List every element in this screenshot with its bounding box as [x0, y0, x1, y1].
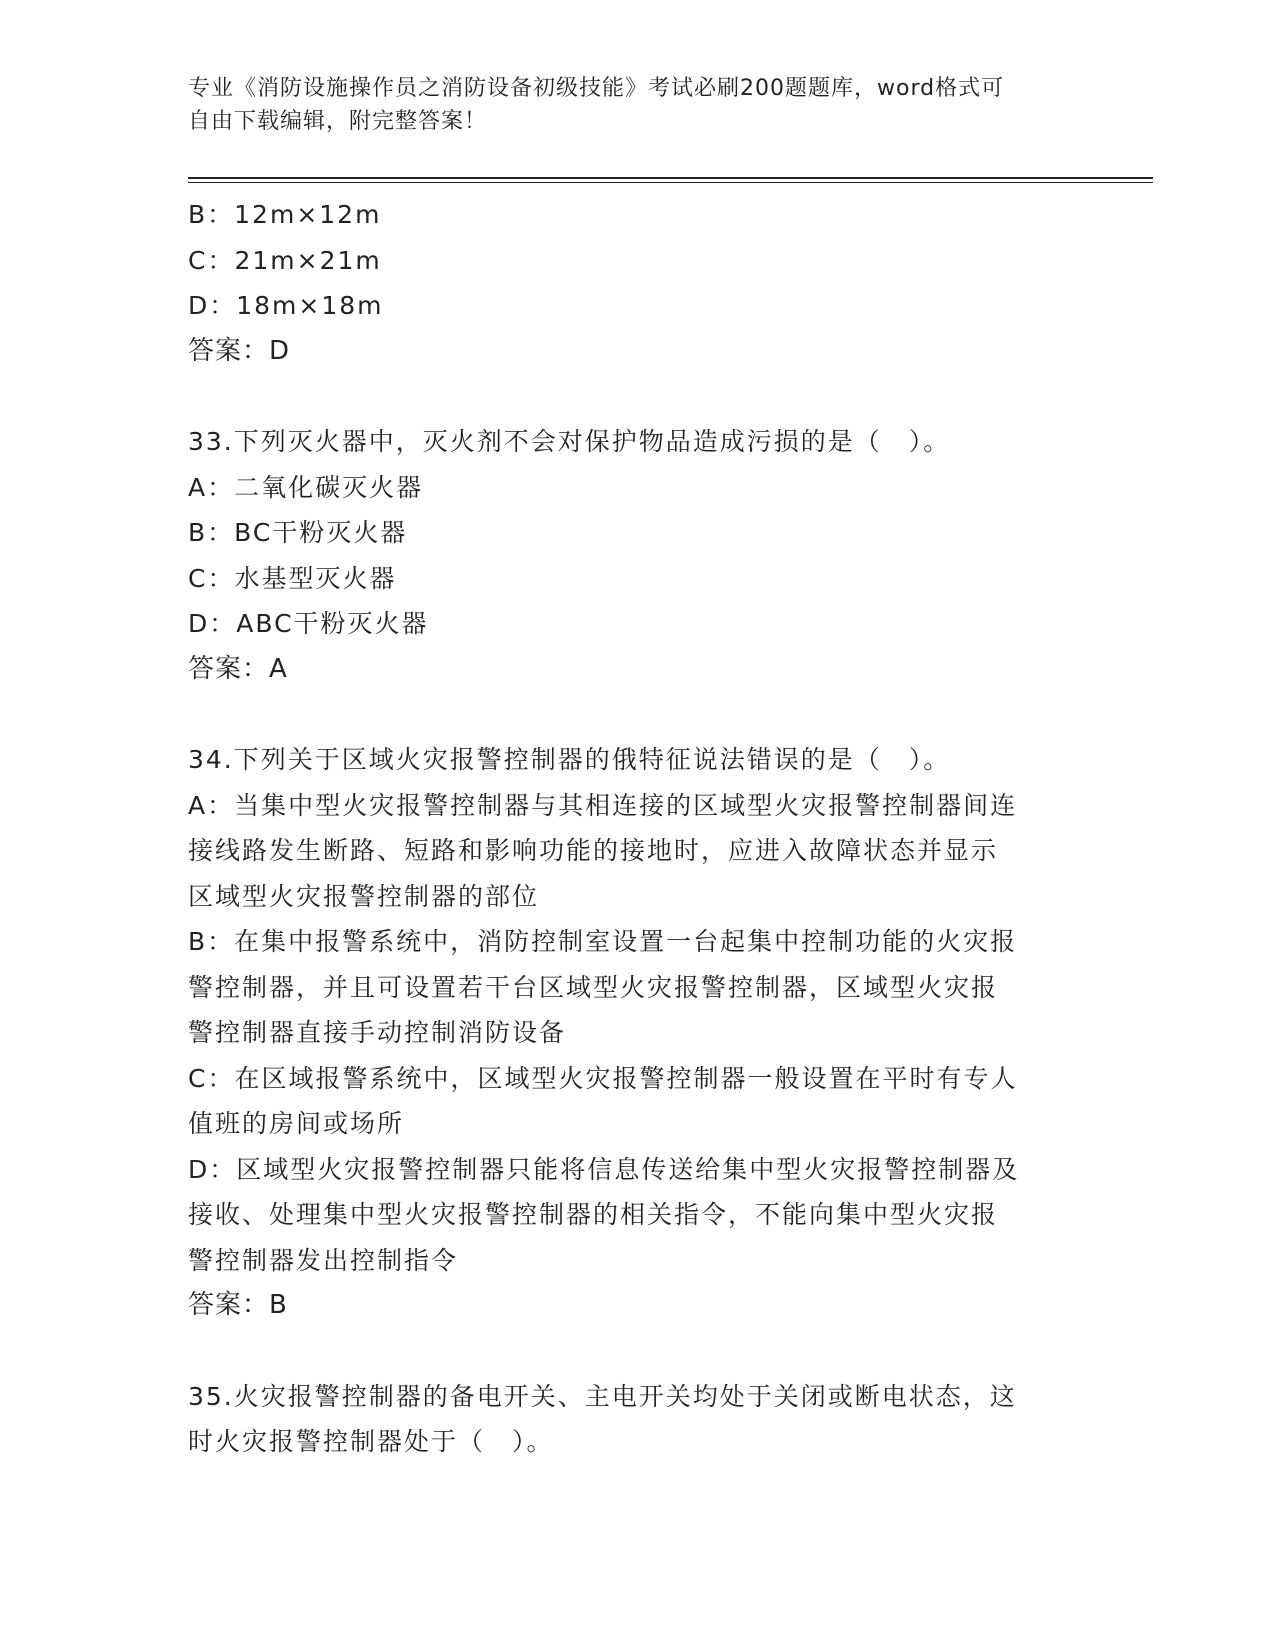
option-c-line-1: C：在区域报警系统中，区域型火灾报警控制器一般设置在平时有专人: [188, 1063, 1018, 1093]
answer-line: 答案：B: [188, 1290, 288, 1320]
question-stem: 33.下列灭火器中，灭火剂不会对保护物品造成污损的是（ ）。: [188, 427, 951, 456]
header-divider-thin: [188, 182, 1153, 183]
option-c-line-2: 值班的房间或场所: [188, 1109, 405, 1138]
option-b: B：12m×12m: [188, 200, 382, 229]
option-c: C：水基型灭火器: [188, 563, 397, 593]
question-stem-line-2: 时火灾报警控制器处于（ ）。: [188, 1427, 554, 1456]
option-c: C：21m×21m: [188, 245, 382, 275]
option-b-line-3: 警控制器直接手动控制消防设备: [188, 1018, 567, 1047]
question-stem: 34.下列关于区域火灾报警控制器的俄特征说法错误的是（ ）。: [188, 745, 951, 774]
header-line-2: 自由下载编辑，附完整答案！: [188, 109, 488, 134]
option-a-line-2: 接线路发生断路、短路和影响功能的接地时，应进入故障状态并显示: [188, 836, 999, 865]
question-33: [188, 419, 1088, 692]
answer-line: 答案：A: [188, 653, 288, 684]
option-a-line-3: 区域型火灾报警控制器的部位: [188, 881, 540, 911]
option-a: A：二氧化碳灭火器: [188, 472, 424, 502]
option-b-line-2: 警控制器，并且可设置若干台区域型火灾报警控制器，区域型火灾报: [188, 972, 999, 1002]
question-35: [188, 1374, 1088, 1465]
option-d: D：ABC干粉灭火器: [188, 609, 429, 638]
document-header: [188, 72, 1068, 138]
option-b: B：BC干粉灭火器: [188, 518, 408, 547]
document-body: [188, 192, 1088, 1465]
question-32-tail: [188, 192, 1088, 374]
header-line-1: 专业《消防设施操作员之消防设备初级技能》考试必刷200题题库，word格式可: [188, 76, 1005, 101]
header-divider-thick: [188, 177, 1153, 179]
option-d-line-2: 接收、处理集中型火灾报警控制器的相关指令，不能向集中型火灾报: [188, 1200, 999, 1229]
question-34: [188, 737, 1088, 1329]
option-d-line-3: 警控制器发出控制指令: [188, 1245, 459, 1275]
answer-line: 答案：D: [188, 335, 291, 366]
option-a-line-1: A：当集中型火灾报警控制器与其相连接的区域型火灾报警控制器间连: [188, 790, 1018, 820]
question-stem-line-1: 35.火灾报警控制器的备电开关、主电开关均处于关闭或断电状态，这: [188, 1381, 1017, 1411]
option-d: D：18m×18m: [188, 291, 384, 320]
option-b-line-1: B：在集中报警系统中，消防控制室设置一台起集中控制功能的火灾报: [188, 927, 1018, 956]
option-d-line-1: D：区域型火灾报警控制器只能将信息传送给集中型火灾报警控制器及: [188, 1154, 1020, 1184]
